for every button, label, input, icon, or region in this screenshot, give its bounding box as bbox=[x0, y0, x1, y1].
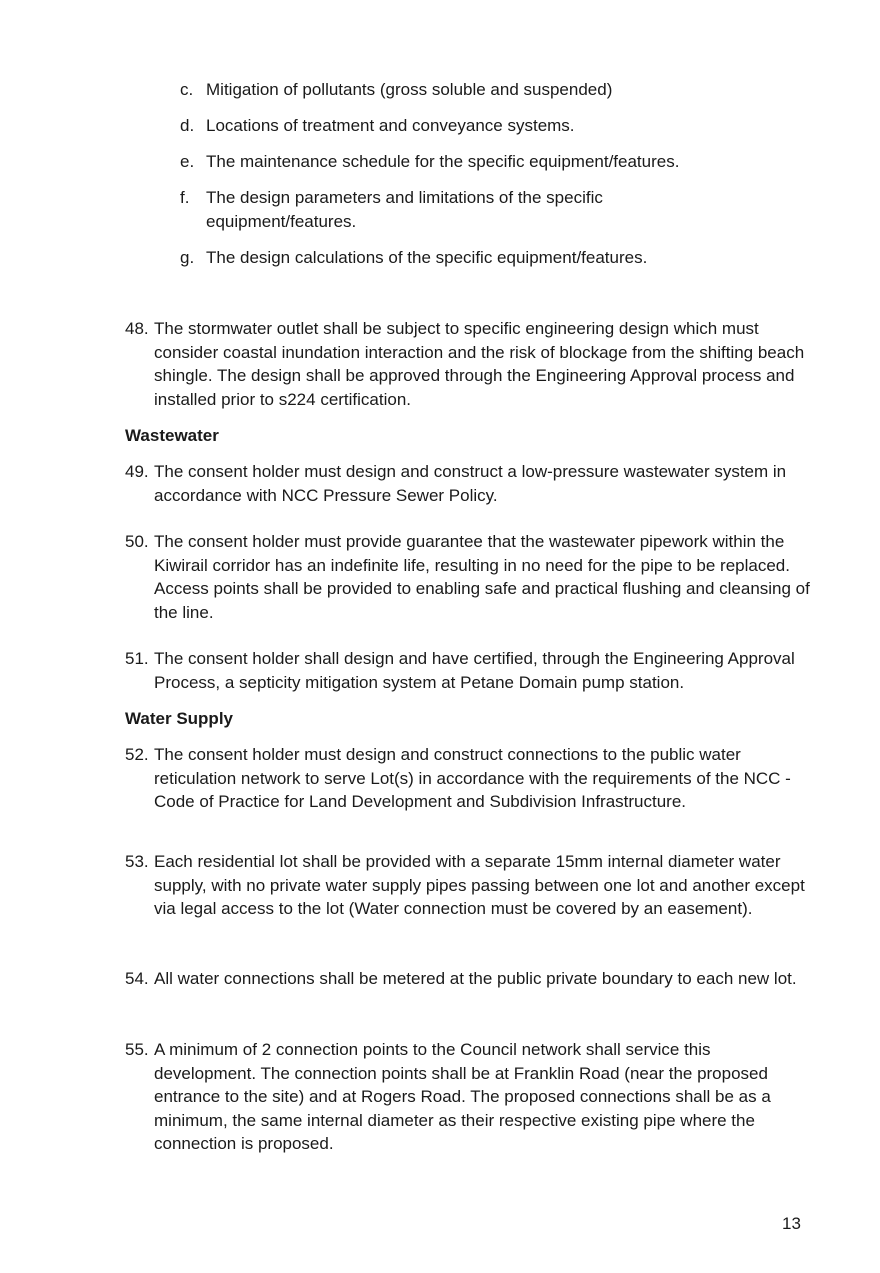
condition-number: 51. bbox=[125, 649, 149, 668]
condition-number: 50. bbox=[125, 532, 149, 551]
condition-48 bbox=[125, 317, 815, 411]
condition-50 bbox=[125, 530, 815, 624]
list-item-text: The design calculations of the specific equipment/features. bbox=[206, 247, 648, 267]
list-item bbox=[180, 150, 780, 174]
condition-49 bbox=[125, 460, 815, 507]
condition-text: The consent holder must provide guarantee that the wastewater pipework within the Kiwirail corridor has an indefinite life, resulting in no need for the pipe to be replaced. Access points shall be provided to enabling safe and practical flushing and cleansing of the line. bbox=[154, 532, 810, 622]
condition-text: Each residential lot shall be provided with a separate 15mm internal diameter water supply, with no private water supply pipes passing between one lot and another except via legal access to the lot (Water connection must be covered by an easement). bbox=[154, 852, 805, 918]
condition-number: 55. bbox=[125, 1040, 149, 1059]
condition-text: The consent holder must design and construct a low-pressure wastewater system in accordance with NCC Pressure Sewer Policy. bbox=[154, 462, 787, 505]
condition-number: 53. bbox=[125, 852, 149, 871]
condition-number: 54. bbox=[125, 969, 149, 988]
condition-text: The consent holder must design and construct connections to the public water reticulation network to serve Lot(s) in accordance with the requirements of the NCC - Code of Practice for Land Development and Subdivision Infrastructure. bbox=[154, 745, 791, 811]
list-item-text: The design parameters and limitations of the specific equipment/features. bbox=[206, 188, 603, 231]
section-heading-wastewater: Wastewater bbox=[125, 426, 219, 445]
condition-54 bbox=[125, 967, 815, 991]
list-item-text: Mitigation of pollutants (gross soluble and suspended) bbox=[206, 80, 613, 99]
list-item bbox=[180, 246, 780, 270]
sub-item-list bbox=[180, 78, 780, 282]
condition-number: 49. bbox=[125, 462, 149, 481]
condition-text: All water connections shall be metered at the public private boundary to each new lot. bbox=[154, 969, 797, 988]
condition-51 bbox=[125, 647, 815, 694]
list-item bbox=[180, 114, 780, 138]
list-item bbox=[180, 186, 780, 233]
list-item-letter: g. bbox=[180, 247, 195, 267]
condition-text: The consent holder shall design and have certified, through the Engineering Approval Process, a septicity mitigation system at Petane Domain pump station. bbox=[154, 649, 795, 692]
condition-text: A minimum of 2 connection points to the Council network shall service this development. The connection points shall be at Franklin Road (near the proposed entrance to the site) and at Rogers Road. The proposed connections shall be as a minimum, the same internal diameter as their respective existing pipe where the connection is proposed. bbox=[154, 1040, 771, 1153]
condition-number: 52. bbox=[125, 745, 149, 764]
list-item-letter: c. bbox=[180, 80, 194, 99]
condition-number: 48. bbox=[125, 319, 149, 338]
list-item bbox=[180, 78, 780, 102]
list-item-text: The maintenance schedule for the specific equipment/features. bbox=[206, 152, 680, 171]
list-item-text: Locations of treatment and conveyance systems. bbox=[206, 116, 575, 135]
list-item-letter: d. bbox=[180, 116, 195, 135]
condition-text: The stormwater outlet shall be subject to specific engineering design which must consider coastal inundation interaction and the risk of blockage from the shifting beach shingle. The design shall be approved through the Engineering Approval process and installed prior to s224 certification. bbox=[154, 319, 805, 409]
condition-52 bbox=[125, 743, 815, 814]
list-item-letter: e. bbox=[180, 152, 195, 171]
condition-55 bbox=[125, 1038, 815, 1156]
page-number: 13 bbox=[782, 1214, 801, 1233]
condition-53 bbox=[125, 850, 815, 921]
list-item-letter: f. bbox=[180, 188, 190, 207]
section-heading-water-supply: Water Supply bbox=[125, 709, 233, 728]
